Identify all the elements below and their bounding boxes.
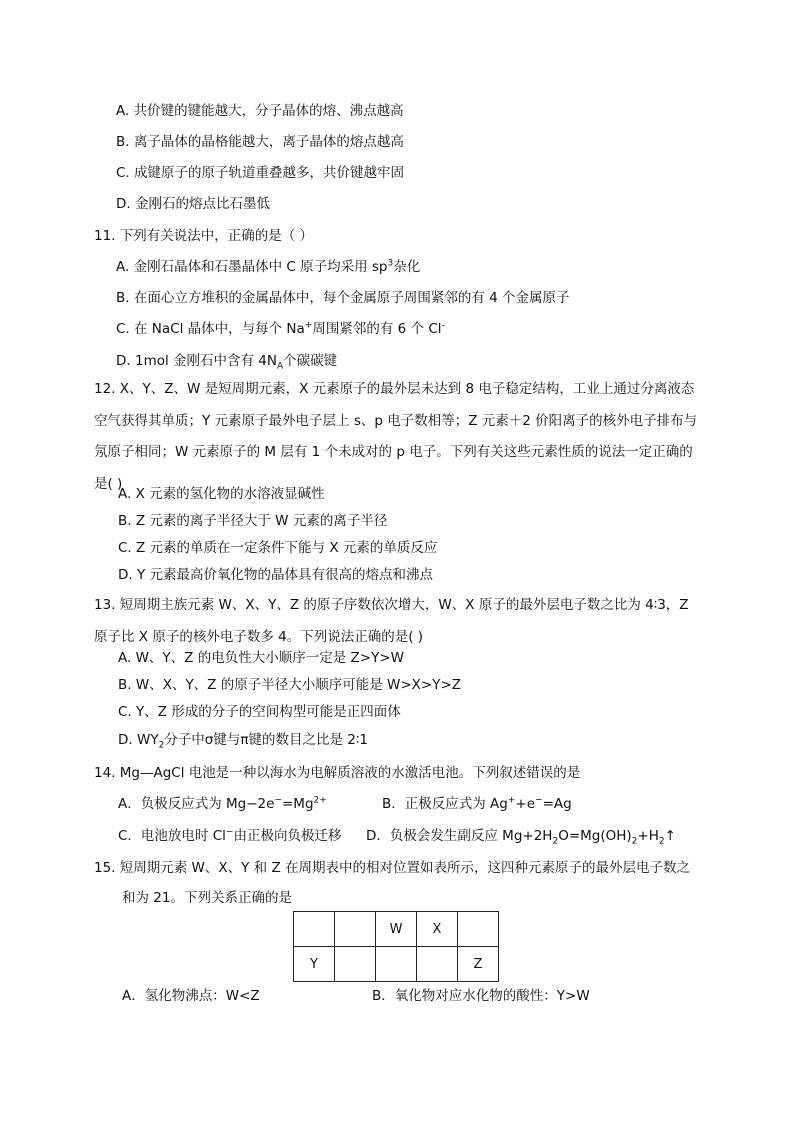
table-cell xyxy=(458,912,499,947)
q12-stem: 12. X、Y、Z、W 是短周期元素，X 元素原子的最外层未达到 8 电子稳定结构，工业上通过分离液态空气获得其单质；Y 元素原子最外电子层上 s、p 电子数相等；Z 元素＋2 价阳离子的核外电子排布与氖原子相同；W 元素原子的 M 层有 1 个未成对的 p 电子。下列有关这些元素性质的说法一定正确的是( ) xyxy=(94,381,698,492)
q14-d-mid2: +H xyxy=(637,828,659,844)
table-cell: Y xyxy=(294,947,335,982)
q11-c-text: C. 在 NaCl 晶体中，与每个 Na xyxy=(116,321,305,337)
q14-d-mid1: O=Mg(OH) xyxy=(558,828,632,844)
q15-stem-line2: 和为 21。下列关系正确的是 xyxy=(122,890,292,906)
q14-option-d xyxy=(366,827,676,845)
q14-d-sub2: 2 xyxy=(631,836,638,847)
q15-stem-line1: 15. 短周期元素 W、X、Y 和 Z 在周期表中的相对位置如表所示，这四种元素原子的最外层电子数之 xyxy=(94,860,691,876)
q11-a-post: 杂化 xyxy=(393,259,421,275)
q11-stem: 11. 下列有关说法中，正确的是（ ） xyxy=(94,228,314,244)
table-cell xyxy=(376,947,417,982)
q11-a-sup: 3 xyxy=(387,258,394,269)
q11-option-c xyxy=(116,320,445,338)
table-cell xyxy=(335,947,376,982)
q10-option-d: D. 金刚石的熔点比石墨低 xyxy=(116,196,270,212)
q14-c-post: 由正极向负极迁移 xyxy=(233,828,342,844)
q10-option-a: A. 共价键的键能越大，分子晶体的熔、沸点越高 xyxy=(116,103,404,119)
q11-option-d xyxy=(116,352,337,370)
q14-option-a xyxy=(118,795,327,813)
q14-d-post: ↑ xyxy=(664,828,676,844)
q14-stem: 14. Mg—AgCl 电池是一种以海水为电解质溶液的水激活电池。下列叙述错误的是 xyxy=(94,765,581,781)
q13-stem: 13. 短周期主族元素 W、X、Y、Z 的原子序数依次增大，W、X 原子的最外层电子数之比为 4∶3，Z 原子比 X 原子的核外电子数多 4。下列说法正确的是( ) xyxy=(94,597,689,645)
table-row xyxy=(294,947,499,982)
q13-d-post: 分子中σ键与π键的数目之比是 2∶1 xyxy=(164,732,368,748)
q14-c-sup: − xyxy=(225,827,234,838)
q11-c-mid: 周围紧邻的有 6 个 Cl xyxy=(312,321,442,337)
q15-option-b: B．氧化物对应水化物的酸性：Y>W xyxy=(372,988,590,1004)
q13-option-a: A. W、Y、Z 的电负性大小顺序一定是 Z>Y>W xyxy=(118,650,404,666)
table-cell: W xyxy=(376,912,417,947)
q14-b-sup1: + xyxy=(507,795,516,806)
q15-option-a: A．氢化物沸点：W<Z xyxy=(122,988,260,1004)
q13-option-d xyxy=(118,731,368,749)
table-cell: X xyxy=(417,912,458,947)
q11-a-text: A. 金刚石晶体和石墨晶体中 C 原子均采用 sp xyxy=(116,259,388,275)
q14-d-sub1: 2 xyxy=(552,836,559,847)
q13-option-b: B. W、X、Y、Z 的原子半径大小顺序可能是 W>X>Y>Z xyxy=(118,677,462,693)
q11-d-text: D. 1mol 金刚石中含有 4N xyxy=(116,353,277,369)
q11-option-a xyxy=(116,258,420,276)
q14-a-sup1: − xyxy=(274,795,282,806)
periodic-table-fragment xyxy=(293,911,499,982)
q14-c-text: C．电池放电时 Cl xyxy=(118,828,226,844)
q13-option-c: C. Y、Z 形成的分子的空间构型可能是正四面体 xyxy=(118,704,401,720)
q11-option-b: B. 在面心立方堆积的金属晶体中，每个金属原子周围紧邻的有 4 个金属原子 xyxy=(116,290,570,306)
table-cell xyxy=(417,947,458,982)
q12-option-d: D. Y 元素最高价氧化物的晶体具有很高的熔点和沸点 xyxy=(118,567,434,583)
q12-option-c: C. Z 元素的单质在一定条件下能与 X 元素的单质反应 xyxy=(118,540,438,556)
q11-d-sub: A xyxy=(277,361,284,372)
q14-option-b xyxy=(382,795,572,813)
table-cell xyxy=(294,912,335,947)
q14-a-sup2: 2+ xyxy=(313,795,327,806)
q14-b-sup2: − xyxy=(535,795,543,806)
q11-d-post: 个碳碳键 xyxy=(283,353,338,369)
q14-option-c xyxy=(118,827,341,845)
table-row xyxy=(294,912,499,947)
table-cell: Z xyxy=(458,947,499,982)
q14-a-mid: =Mg xyxy=(282,796,314,812)
q11-c-sup2: - xyxy=(441,320,445,331)
q14-b-text: B．正极反应式为 Ag xyxy=(382,796,508,812)
q14-d-text: D．负极会发生副反应 Mg+2H xyxy=(366,828,553,844)
q12-option-a: A. X 元素的氢化物的水溶液显碱性 xyxy=(118,486,325,502)
q13-d-text: D. WY xyxy=(118,732,159,748)
q10-option-b: B. 离子晶体的晶格能越大，离子晶体的熔点越高 xyxy=(116,134,404,150)
q14-d-sub3: 2 xyxy=(658,836,665,847)
q13-d-sub: 2 xyxy=(158,740,165,751)
q12-option-b: B. Z 元素的离子半径大于 W 元素的离子半径 xyxy=(118,513,388,529)
q11-c-sup1: + xyxy=(304,320,313,331)
q14-a-text: A．负极反应式为 Mg−2e xyxy=(118,796,275,812)
q14-b-post: =Ag xyxy=(542,796,572,812)
q14-b-mid: +e xyxy=(515,796,536,812)
table-cell xyxy=(335,912,376,947)
q10-option-c: C. 成键原子的原子轨道重叠越多，共价键越牢固 xyxy=(116,165,405,181)
